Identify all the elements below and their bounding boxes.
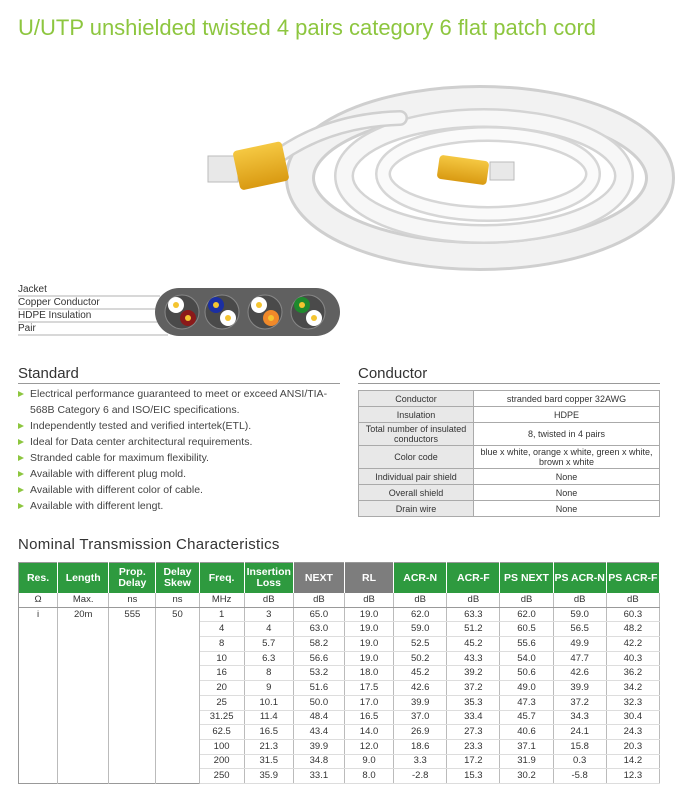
data-cell: 10.1 (244, 695, 293, 710)
data-cell: 33.1 (293, 769, 344, 784)
data-cell: -5.8 (553, 769, 606, 784)
data-cell: 39.9 (394, 695, 447, 710)
property-value: 8, twisted in 4 pairs (474, 423, 660, 446)
table-row (19, 681, 660, 696)
list-item: Available with different color of cable. (18, 482, 338, 498)
fixed-cell (58, 695, 109, 710)
data-cell: 62.5 (199, 725, 244, 740)
data-cell: 65.0 (293, 607, 344, 622)
table-row (359, 469, 660, 485)
data-cell: 51.2 (447, 622, 500, 637)
list-item: Stranded cable for maximum flexibility. (18, 450, 338, 466)
fixed-cell (19, 769, 58, 784)
table-row (19, 695, 660, 710)
data-cell: -2.8 (394, 769, 447, 784)
data-cell: 37.2 (553, 695, 606, 710)
data-cell: 45.2 (394, 666, 447, 681)
fixed-cell (58, 769, 109, 784)
data-cell: 33.4 (447, 710, 500, 725)
table-row (359, 407, 660, 423)
property-value: None (474, 469, 660, 485)
data-cell: 50.6 (500, 666, 553, 681)
column-header: PS ACR-N (553, 563, 606, 594)
data-cell: 24.1 (553, 725, 606, 740)
data-cell: 19.0 (344, 622, 393, 637)
unit-cell: dB (244, 593, 293, 607)
table-row (19, 607, 660, 622)
data-cell: 40.3 (606, 651, 659, 666)
data-cell: 15.3 (447, 769, 500, 784)
data-cell: 3 (244, 607, 293, 622)
fixed-cell (109, 666, 156, 681)
fixed-cell (58, 637, 109, 652)
table-row (19, 754, 660, 769)
table-row (19, 739, 660, 754)
data-cell: 19.0 (344, 637, 393, 652)
property-value: None (474, 501, 660, 517)
data-cell: 25 (199, 695, 244, 710)
column-header: ACR-N (394, 563, 447, 594)
unit-cell: Ω (19, 593, 58, 607)
unit-cell: dB (447, 593, 500, 607)
unit-cell: dB (500, 593, 553, 607)
standard-list (18, 386, 338, 514)
unit-cell: dB (606, 593, 659, 607)
flat-patch-cord-image (0, 80, 680, 280)
table-row (359, 446, 660, 469)
table-row (359, 423, 660, 446)
standard-heading: Standard (18, 365, 79, 382)
table-row (359, 485, 660, 501)
property-value: blue x white, orange x white, green x white, brown x white (474, 446, 660, 469)
data-cell: 21.3 (244, 739, 293, 754)
fixed-cell (156, 725, 199, 740)
fixed-cell (58, 651, 109, 666)
table-row (19, 622, 660, 637)
column-header: RL (344, 563, 393, 594)
property-value: stranded bard copper 32AWG (474, 391, 660, 407)
data-cell: 14.2 (606, 754, 659, 769)
data-cell: 42.6 (394, 681, 447, 696)
table-row (19, 666, 660, 681)
data-cell: 39.2 (447, 666, 500, 681)
page-title: U/UTP unshielded twisted 4 pairs category 6 flat patch cord (18, 15, 597, 40)
fixed-cell (156, 622, 199, 637)
property-name: Overall shield (359, 485, 474, 501)
fixed-cell (109, 695, 156, 710)
data-cell: 50.2 (394, 651, 447, 666)
unit-cell: dB (553, 593, 606, 607)
data-cell: 18.6 (394, 739, 447, 754)
conductor-divider (358, 383, 660, 384)
fixed-cell (156, 666, 199, 681)
data-cell: 37.2 (447, 681, 500, 696)
fixed-cell (58, 666, 109, 681)
fixed-cell (109, 622, 156, 637)
data-cell: 1 (199, 607, 244, 622)
unit-cell: ns (156, 593, 199, 607)
data-cell: 250 (199, 769, 244, 784)
data-cell: 59.0 (394, 622, 447, 637)
data-cell: 36.2 (606, 666, 659, 681)
data-cell: 3.3 (394, 754, 447, 769)
data-cell: 48.4 (293, 710, 344, 725)
data-cell: 16.5 (344, 710, 393, 725)
data-cell: 12.0 (344, 739, 393, 754)
fixed-cell (109, 769, 156, 784)
column-header: Insertion Loss (244, 563, 293, 594)
label-hdpe-insulation: HDPE Insulation (18, 310, 92, 321)
data-cell: 42.2 (606, 637, 659, 652)
data-cell: 40.6 (500, 725, 553, 740)
property-name: Drain wire (359, 501, 474, 517)
data-cell: 19.0 (344, 651, 393, 666)
column-header: NEXT (293, 563, 344, 594)
column-header: PS NEXT (500, 563, 553, 594)
data-cell: 17.2 (447, 754, 500, 769)
fixed-cell (109, 725, 156, 740)
fixed-cell (156, 637, 199, 652)
cable-cross-section (0, 283, 360, 343)
fixed-cell (58, 739, 109, 754)
table-row (19, 651, 660, 666)
fixed-cell (19, 739, 58, 754)
data-cell: 31.5 (244, 754, 293, 769)
data-cell: 42.6 (553, 666, 606, 681)
fixed-cell (156, 739, 199, 754)
unit-cell: ns (109, 593, 156, 607)
fixed-cell (58, 622, 109, 637)
data-cell: 50.0 (293, 695, 344, 710)
data-cell: 35.3 (447, 695, 500, 710)
data-cell: 49.9 (553, 637, 606, 652)
data-cell: 16 (199, 666, 244, 681)
fixed-cell (109, 754, 156, 769)
data-cell: 43.4 (293, 725, 344, 740)
data-cell: 39.9 (553, 681, 606, 696)
label-pair: Pair (18, 323, 36, 334)
fixed-cell: 20m (58, 607, 109, 622)
data-cell: 26.9 (394, 725, 447, 740)
property-name: Conductor (359, 391, 474, 407)
fixed-cell (19, 754, 58, 769)
data-cell: 9 (244, 681, 293, 696)
rj45-plug-left (208, 141, 290, 191)
data-cell: 34.3 (553, 710, 606, 725)
data-cell: 32.3 (606, 695, 659, 710)
fixed-cell (156, 754, 199, 769)
fixed-cell (156, 681, 199, 696)
data-cell: 4 (244, 622, 293, 637)
fixed-cell: 555 (109, 607, 156, 622)
fixed-cell: i (19, 607, 58, 622)
data-cell: 17.0 (344, 695, 393, 710)
data-cell: 30.2 (500, 769, 553, 784)
column-header: Res. (19, 563, 58, 594)
data-cell: 12.3 (606, 769, 659, 784)
data-cell: 31.9 (500, 754, 553, 769)
fixed-cell (19, 710, 58, 725)
data-cell: 23.3 (447, 739, 500, 754)
fixed-cell (58, 754, 109, 769)
data-cell: 17.5 (344, 681, 393, 696)
data-cell: 20 (199, 681, 244, 696)
fixed-cell (19, 651, 58, 666)
data-cell: 62.0 (394, 607, 447, 622)
data-cell: 35.9 (244, 769, 293, 784)
column-header: Prop. Delay (109, 563, 156, 594)
fixed-cell (156, 710, 199, 725)
data-cell: 47.7 (553, 651, 606, 666)
data-cell: 51.6 (293, 681, 344, 696)
list-item: Ideal for Data center architectural requirements. (18, 434, 338, 450)
data-cell: 54.0 (500, 651, 553, 666)
list-item: Available with different lengt. (18, 498, 338, 514)
data-cell: 60.3 (606, 607, 659, 622)
data-cell: 18.0 (344, 666, 393, 681)
table-row (19, 725, 660, 740)
unit-cell: dB (293, 593, 344, 607)
data-cell: 43.3 (447, 651, 500, 666)
data-cell: 14.0 (344, 725, 393, 740)
data-cell: 37.0 (394, 710, 447, 725)
fixed-cell (109, 739, 156, 754)
data-cell: 59.0 (553, 607, 606, 622)
fixed-cell (109, 651, 156, 666)
data-cell: 56.5 (553, 622, 606, 637)
unit-cell: dB (394, 593, 447, 607)
data-cell: 31.25 (199, 710, 244, 725)
data-cell: 45.2 (447, 637, 500, 652)
table-row (359, 391, 660, 407)
standard-divider (18, 383, 340, 384)
data-cell: 16.5 (244, 725, 293, 740)
fixed-cell (58, 681, 109, 696)
data-cell: 60.5 (500, 622, 553, 637)
property-name: Individual pair shield (359, 469, 474, 485)
data-cell: 15.8 (553, 739, 606, 754)
data-cell: 200 (199, 754, 244, 769)
fixed-cell (19, 681, 58, 696)
column-header: ACR-F (447, 563, 500, 594)
data-cell: 52.5 (394, 637, 447, 652)
property-value: HDPE (474, 407, 660, 423)
data-cell: 48.2 (606, 622, 659, 637)
data-cell: 30.4 (606, 710, 659, 725)
fixed-cell: 50 (156, 607, 199, 622)
column-header: PS ACR-F (606, 563, 659, 594)
data-cell: 8 (244, 666, 293, 681)
data-cell: 19.0 (344, 607, 393, 622)
data-cell: 27.3 (447, 725, 500, 740)
list-item: Available with different plug mold. (18, 466, 338, 482)
fixed-cell (58, 710, 109, 725)
fixed-cell (19, 622, 58, 637)
unit-cell: dB (344, 593, 393, 607)
fixed-cell (19, 695, 58, 710)
data-cell: 53.2 (293, 666, 344, 681)
data-cell: 4 (199, 622, 244, 637)
data-cell: 37.1 (500, 739, 553, 754)
column-header: Length (58, 563, 109, 594)
fixed-cell (156, 651, 199, 666)
data-cell: 11.4 (244, 710, 293, 725)
data-cell: 24.3 (606, 725, 659, 740)
data-cell: 55.6 (500, 637, 553, 652)
property-name: Color code (359, 446, 474, 469)
table-row (19, 769, 660, 784)
property-name: Total number of insulated conductors (359, 423, 474, 446)
fixed-cell (109, 681, 156, 696)
unit-cell: Max. (58, 593, 109, 607)
data-cell: 0.3 (553, 754, 606, 769)
rj45-plug-center (437, 155, 514, 186)
data-cell: 45.7 (500, 710, 553, 725)
data-cell: 39.9 (293, 739, 344, 754)
label-jacket: Jacket (18, 284, 47, 295)
data-cell: 8.0 (344, 769, 393, 784)
data-cell: 49.0 (500, 681, 553, 696)
fixed-cell (19, 637, 58, 652)
fixed-cell (19, 725, 58, 740)
data-cell: 8 (199, 637, 244, 652)
column-header: Delay Skew (156, 563, 199, 594)
list-item: Independently tested and verified intertek(ETL). (18, 418, 338, 434)
fixed-cell (109, 710, 156, 725)
data-cell: 6.3 (244, 651, 293, 666)
data-cell: 10 (199, 651, 244, 666)
data-cell: 63.3 (447, 607, 500, 622)
data-cell: 63.0 (293, 622, 344, 637)
fixed-cell (156, 769, 199, 784)
fixed-cell (58, 725, 109, 740)
data-cell: 9.0 (344, 754, 393, 769)
fixed-cell (156, 695, 199, 710)
property-value: None (474, 485, 660, 501)
fixed-cell (109, 637, 156, 652)
units-row (19, 593, 660, 607)
conductor-heading: Conductor (358, 365, 428, 382)
data-cell: 34.8 (293, 754, 344, 769)
data-cell: 62.0 (500, 607, 553, 622)
data-cell: 100 (199, 739, 244, 754)
transmission-heading: Nominal Transmission Characteristics (18, 536, 280, 553)
label-copper-conductor: Copper Conductor (18, 297, 100, 308)
data-cell: 20.3 (606, 739, 659, 754)
data-cell: 47.3 (500, 695, 553, 710)
table-row (359, 501, 660, 517)
data-cell: 56.6 (293, 651, 344, 666)
data-cell: 58.2 (293, 637, 344, 652)
transmission-table (18, 562, 660, 784)
list-item: Electrical performance guaranteed to meet or exceed ANSI/TIA-568B Category 6 and ISO/EIC specifications. (18, 386, 338, 418)
unit-cell: MHz (199, 593, 244, 607)
table-row (19, 710, 660, 725)
conductor-table (358, 390, 660, 517)
property-name: Insulation (359, 407, 474, 423)
fixed-cell (19, 666, 58, 681)
column-header: Freq. (199, 563, 244, 594)
table-row (19, 637, 660, 652)
data-cell: 34.2 (606, 681, 659, 696)
data-cell: 5.7 (244, 637, 293, 652)
